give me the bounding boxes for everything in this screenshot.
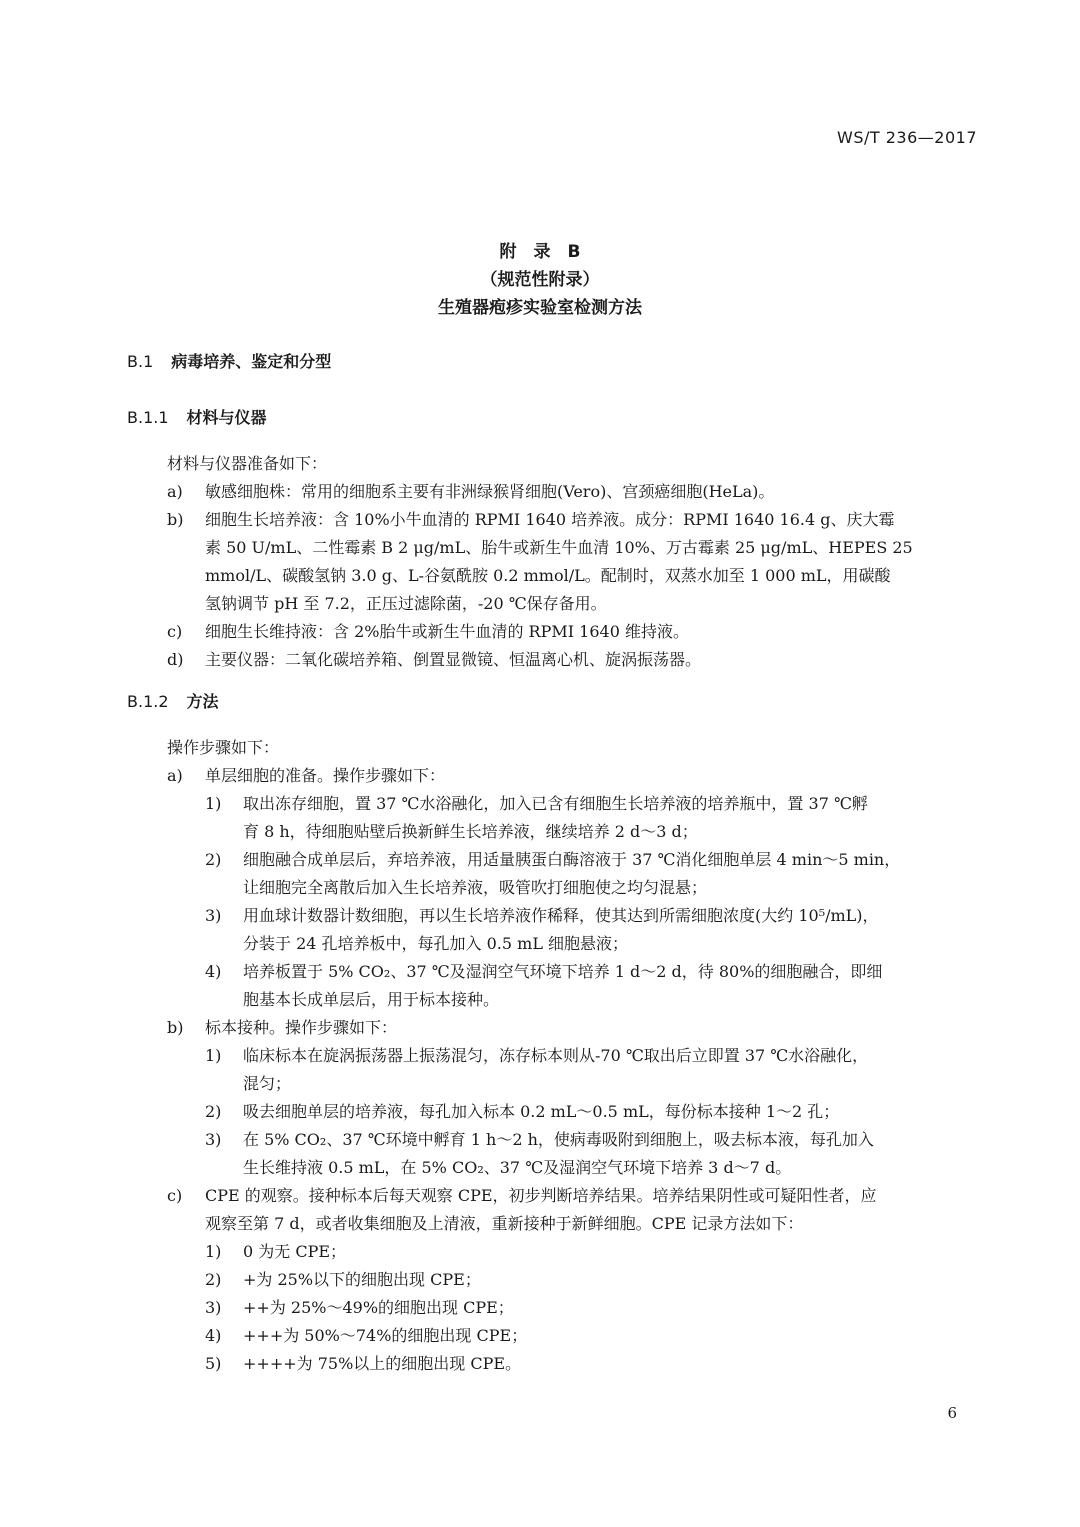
step-text: 混匀； [243,1074,292,1093]
step-marker: 2) [205,850,222,869]
step-marker: 5) [205,1354,222,1373]
section-title: 病毒培养、鉴定和分型 [171,352,332,371]
list-item-text: 敏感细胞株：常用的细胞系主要有非洲绿猴肾细胞(Vero)、宫颈癌细胞(HeLa)。 [205,482,775,501]
list-item-text: 细胞生长培养液：含 10%小牛血清的 RPMI 1640 培养液。成分：RPMI 1640 16.4 g、庆大霉 [205,510,895,529]
step-text: 生长维持液 0.5 mL，在 5% CO₂、37 ℃及湿润空气环境下培养 3 d～7 d。 [243,1158,792,1177]
step-text: 让细胞完全离散后加入生长培养液，吸管吹打细胞使之均匀混悬； [243,878,708,897]
appendix-type: （规范性附录） [480,270,600,290]
list-marker: b) [167,1018,184,1037]
step-text: +++为 50%～74%的细胞出现 CPE； [243,1326,528,1345]
section-title: 方法 [186,692,219,711]
list-marker: a) [167,766,183,785]
section-b12-heading [127,690,219,714]
standard-code: WS/T 236—2017 [837,128,977,147]
list-marker: c) [167,622,183,641]
list-item-text: 氢钠调节 pH 至 7.2，正压过滤除菌，-20 ℃保存备用。 [205,594,607,613]
step-marker: 1) [205,1046,222,1065]
appendix-label: 附 录 B [499,242,581,262]
step-marker: 2) [205,1270,222,1289]
step-marker: 2) [205,1102,222,1121]
step-text: 在 5% CO₂、37 ℃环境中孵育 1 h～2 h，使病毒吸附到细胞上，吸去标本液，每孔加入 [243,1130,874,1149]
list-marker: d) [167,650,184,669]
step-text: 育 8 h，待细胞贴壁后换新鲜生长培养液，继续培养 2 d～3 d； [243,822,698,841]
list-item-text: 标本接种。操作步骤如下： [205,1018,398,1037]
step-text: 胞基本长成单层后，用于标本接种。 [243,990,500,1009]
section-number: B.1 [127,352,154,371]
step-text: 细胞融合成单层后，弃培养液，用适量胰蛋白酶溶液于 37 ℃消化细胞单层 4 min～5 min， [243,850,901,869]
list-item-text: 主要仪器：二氧化碳培养箱、倒置显微镜、恒温离心机、旋涡振荡器。 [205,650,702,669]
list-item-text: 细胞生长维持液：含 2%胎牛或新生牛血清的 RPMI 1640 维持液。 [205,622,689,641]
step-text: 培养板置于 5% CO₂、37 ℃及湿润空气环境下培养 1 d～2 d，待 80%的细胞融合，即细 [243,962,883,981]
list-item-text: 素 50 U/mL、二性霉素 B 2 μg/mL、胎牛或新生牛血清 10%、万古霉素 25 μg/mL、HEPES 25 [205,538,913,557]
list-item-text: 观察至第 7 d，或者收集细胞及上清液，重新接种于新鲜细胞。CPE 记录方法如下： [205,1214,804,1233]
step-marker: 3) [205,1130,222,1149]
section-number: B.1.2 [127,692,169,711]
step-text: 吸去细胞单层的培养液，每孔加入标本 0.2 mL～0.5 mL，每份标本接种 1～2 孔； [243,1102,840,1121]
step-marker: 3) [205,1298,222,1317]
section-b11-heading [127,406,267,430]
step-marker: 4) [205,962,222,981]
step-marker: 3) [205,906,222,925]
list-item-text: 单层细胞的准备。操作步骤如下： [205,766,446,785]
appendix-heading [0,238,1080,322]
step-text: 用血球计数器计数细胞，再以生长培养液作稀释，使其达到所需细胞浓度(大约 10⁵/mL)， [243,906,879,925]
step-text: ++++为 75%以上的细胞出现 CPE。 [243,1354,522,1373]
step-marker: 4) [205,1326,222,1345]
step-marker: 1) [205,1242,222,1261]
b11-intro: 材料与仪器准备如下： [167,454,328,473]
step-text: 临床标本在旋涡振荡器上振荡混匀，冻存标本则从-70 ℃取出后立即置 37 ℃水浴融化， [243,1046,869,1065]
step-marker: 1) [205,794,222,813]
step-text: 0 为无 CPE； [243,1242,347,1261]
section-b1-heading [127,350,331,374]
list-marker: c) [167,1186,183,1205]
step-text: ++为 25%～49%的细胞出现 CPE； [243,1298,514,1317]
list-item-text: mmol/L、碳酸氢钠 3.0 g、L-谷氨酰胺 0.2 mmol/L。配制时，双蒸水加至 1 000 mL，用碳酸 [205,566,891,585]
list-marker: b) [167,510,184,529]
step-text: +为 25%以下的细胞出现 CPE； [243,1270,481,1289]
section-number: B.1.1 [127,408,169,427]
list-item-text: CPE 的观察。接种标本后每天观察 CPE，初步判断培养结果。培养结果阴性或可疑阳性者，应 [205,1186,877,1205]
page-number: 6 [947,1404,957,1422]
b12-intro: 操作步骤如下： [167,738,280,757]
step-text: 分装于 24 孔培养板中，每孔加入 0.5 mL 细胞悬液； [243,934,629,953]
list-marker: a) [167,482,183,501]
appendix-title: 生殖器疱疹实验室检测方法 [438,298,642,318]
section-title: 材料与仪器 [186,408,267,427]
step-text: 取出冻存细胞，置 37 ℃水浴融化，加入已含有细胞生长培养液的培养瓶中，置 37 ℃孵 [243,794,868,813]
